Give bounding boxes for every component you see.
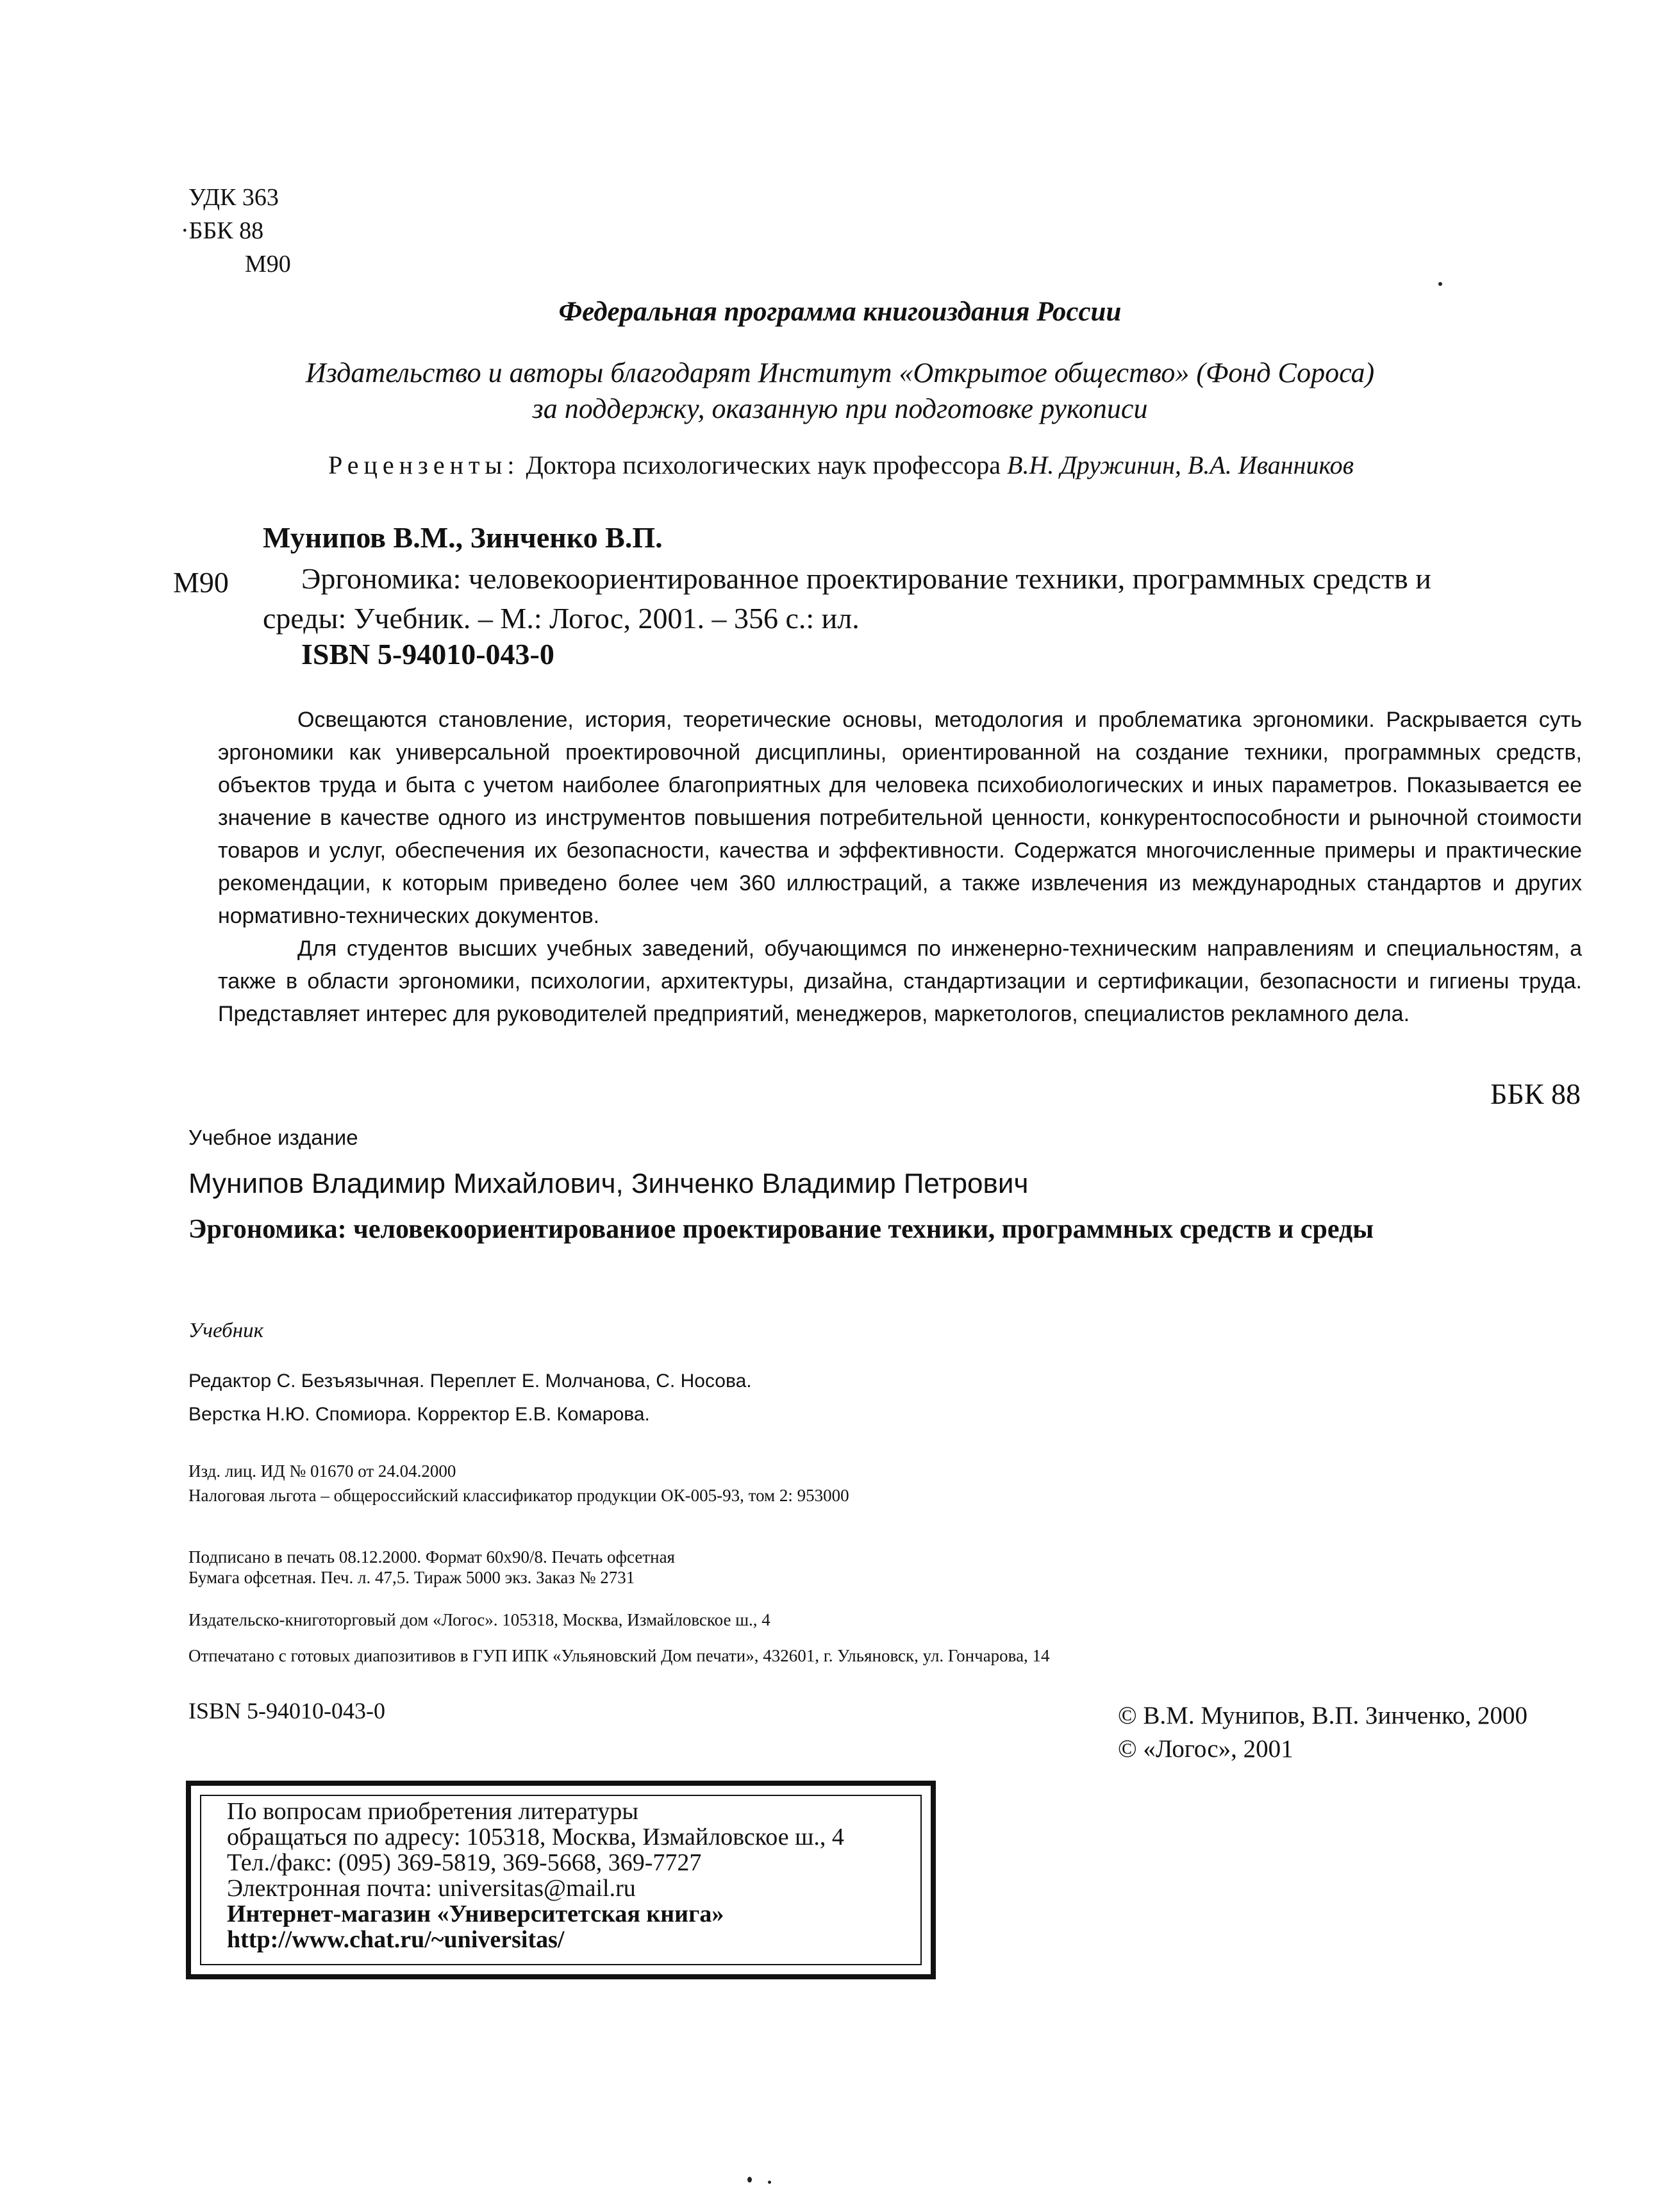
scan-speck bbox=[1438, 282, 1442, 286]
catalog-code: М90 bbox=[173, 566, 229, 599]
catalog-authors: Мунипов В.М., Зинченко В.П. bbox=[263, 521, 663, 554]
reviewers-line bbox=[328, 450, 1354, 480]
contact-line-1: По вопросам приобретения литературы bbox=[227, 1798, 638, 1825]
contact-box bbox=[186, 1781, 936, 1979]
copyright-authors: © В.М. Мунипов, В.П. Зинченко, 2000 bbox=[1118, 1702, 1528, 1729]
contact-line-3: Тел./факс: (095) 369-5819, 369-5668, 369-7727 bbox=[227, 1849, 702, 1876]
contact-line-4: Электронная почта: universitas@mail.ru bbox=[227, 1875, 636, 1902]
tax-line: Налоговая льгота – общероссийский классификатор продукции ОК-005-93, том 2: 953000 bbox=[188, 1486, 849, 1505]
scan-speck bbox=[768, 2181, 771, 2184]
acknowledgement-line-1: Издательство и авторы благодарят Институт «Открытое общество» (Фонд Сороса) bbox=[305, 357, 1375, 388]
bbk-right: ББК 88 bbox=[1490, 1077, 1581, 1110]
reviewers-label: Рецензенты: bbox=[328, 451, 520, 479]
udk-code: УДК 363 bbox=[188, 184, 279, 211]
license-line: Изд. лиц. ИД № 01670 от 24.04.2000 bbox=[188, 1461, 456, 1481]
layout-line: Верстка Н.Ю. Спомиора. Корректор Е.В. Комарова. bbox=[188, 1404, 650, 1425]
bbk-code: ·ББК 88 bbox=[181, 217, 264, 244]
program-title: Федеральная программа книгоиздания России bbox=[558, 297, 1122, 327]
reviewers-text: Доктора психологических наук профессора bbox=[526, 451, 1001, 479]
authors-full-names: Мунипов Владимир Михайлович, Зинченко Владимир Петрович bbox=[188, 1168, 1029, 1199]
print-line-2: Бумага офсетная. Печ. л. 47,5. Тираж 5000 экз. Заказ № 2731 bbox=[188, 1568, 635, 1587]
editor-line: Редактор С. Безъязычная. Переплет Е. Молчанова, С. Носова. bbox=[188, 1370, 752, 1392]
catalog-title-line-1: Эргономика: человекоориентированное проектирование техники, программных средств и bbox=[301, 562, 1431, 595]
publisher-line: Издательско-книготорговый дом «Логос». 105318, Москва, Измайловское ш., 4 bbox=[188, 1610, 770, 1629]
annotation bbox=[218, 704, 1582, 1031]
annotation-paragraph-1: Освещаются становление, история, теоретические основы, методология и проблематика эргономики. Раскрывается суть эргономики как универсальной проектировочной дисциплины, ориентированной на создание техники, программных средств, объектов труда и быта с учетом наиболее благоприятных для человека психобиологических и иных параметров. Показывается ее значение в качестве одного из инструментов повышения потребительной ценности, конкурентоспособности и рыночной стоимости товаров и услуг, обеспечения их безопасности, качества и эффективности. Содержатся многочисленные примеры и практические рекомендации, к которым приведено более чем 360 иллюстраций, а также извлечения из международных стандартов и других нормативно-технических документов. bbox=[218, 708, 1582, 928]
imprint-isbn: ISBN 5-94010-043-0 bbox=[188, 1698, 385, 1724]
book-title: Эргономика: человекоориентированиое проектирование техники, программных средств и среды bbox=[188, 1215, 1374, 1244]
catalog-isbn: ISBN 5-94010-043-0 bbox=[301, 638, 554, 670]
catalog-title-line-2: среды: Учебник. – М.: Логос, 2001. – 356 с.: ил. bbox=[263, 602, 860, 635]
scan-speck bbox=[747, 2177, 752, 2183]
contact-line-6: http://www.chat.ru/~universitas/ bbox=[227, 1926, 565, 1953]
contact-box-text bbox=[227, 1799, 844, 1952]
author-mark-code: М90 bbox=[245, 251, 291, 278]
book-type: Учебник bbox=[188, 1319, 264, 1342]
copyright-publisher: © «Логос», 2001 bbox=[1118, 1735, 1293, 1763]
contact-line-2: обращаться по адресу: 105318, Москва, Измайловское ш., 4 bbox=[227, 1824, 844, 1851]
annotation-paragraph-2: Для студентов высших учебных заведений, обучающимся по инженерно-техническим направлениям и специальностям, а также в области эргономики, психологии, архитектуры, дизайна, стандартизации и сертификации, безопасности и гигиены труда. Представляет интерес для руководителей предприятий, менеджеров, маркетологов, специалистов рекламного дела. bbox=[218, 936, 1582, 1026]
reviewers-names: В.Н. Дружинин, В.А. Иванников bbox=[1007, 451, 1354, 479]
contact-line-5: Интернет-магазин «Университетская книга» bbox=[227, 1901, 724, 1927]
printer-line: Отпечатано с готовых диапозитивов в ГУП ИПК «Ульяновский Дом печати», 432601, г. Ульяновск, ул. Гончарова, 14 bbox=[188, 1646, 1050, 1665]
edition-type: Учебное издание bbox=[188, 1126, 358, 1149]
print-line-1: Подписано в печать 08.12.2000. Формат 60х90/8. Печать офсетная bbox=[188, 1547, 675, 1567]
acknowledgement-line-2: за поддержку, оказанную при подготовке рукописи bbox=[532, 393, 1148, 424]
